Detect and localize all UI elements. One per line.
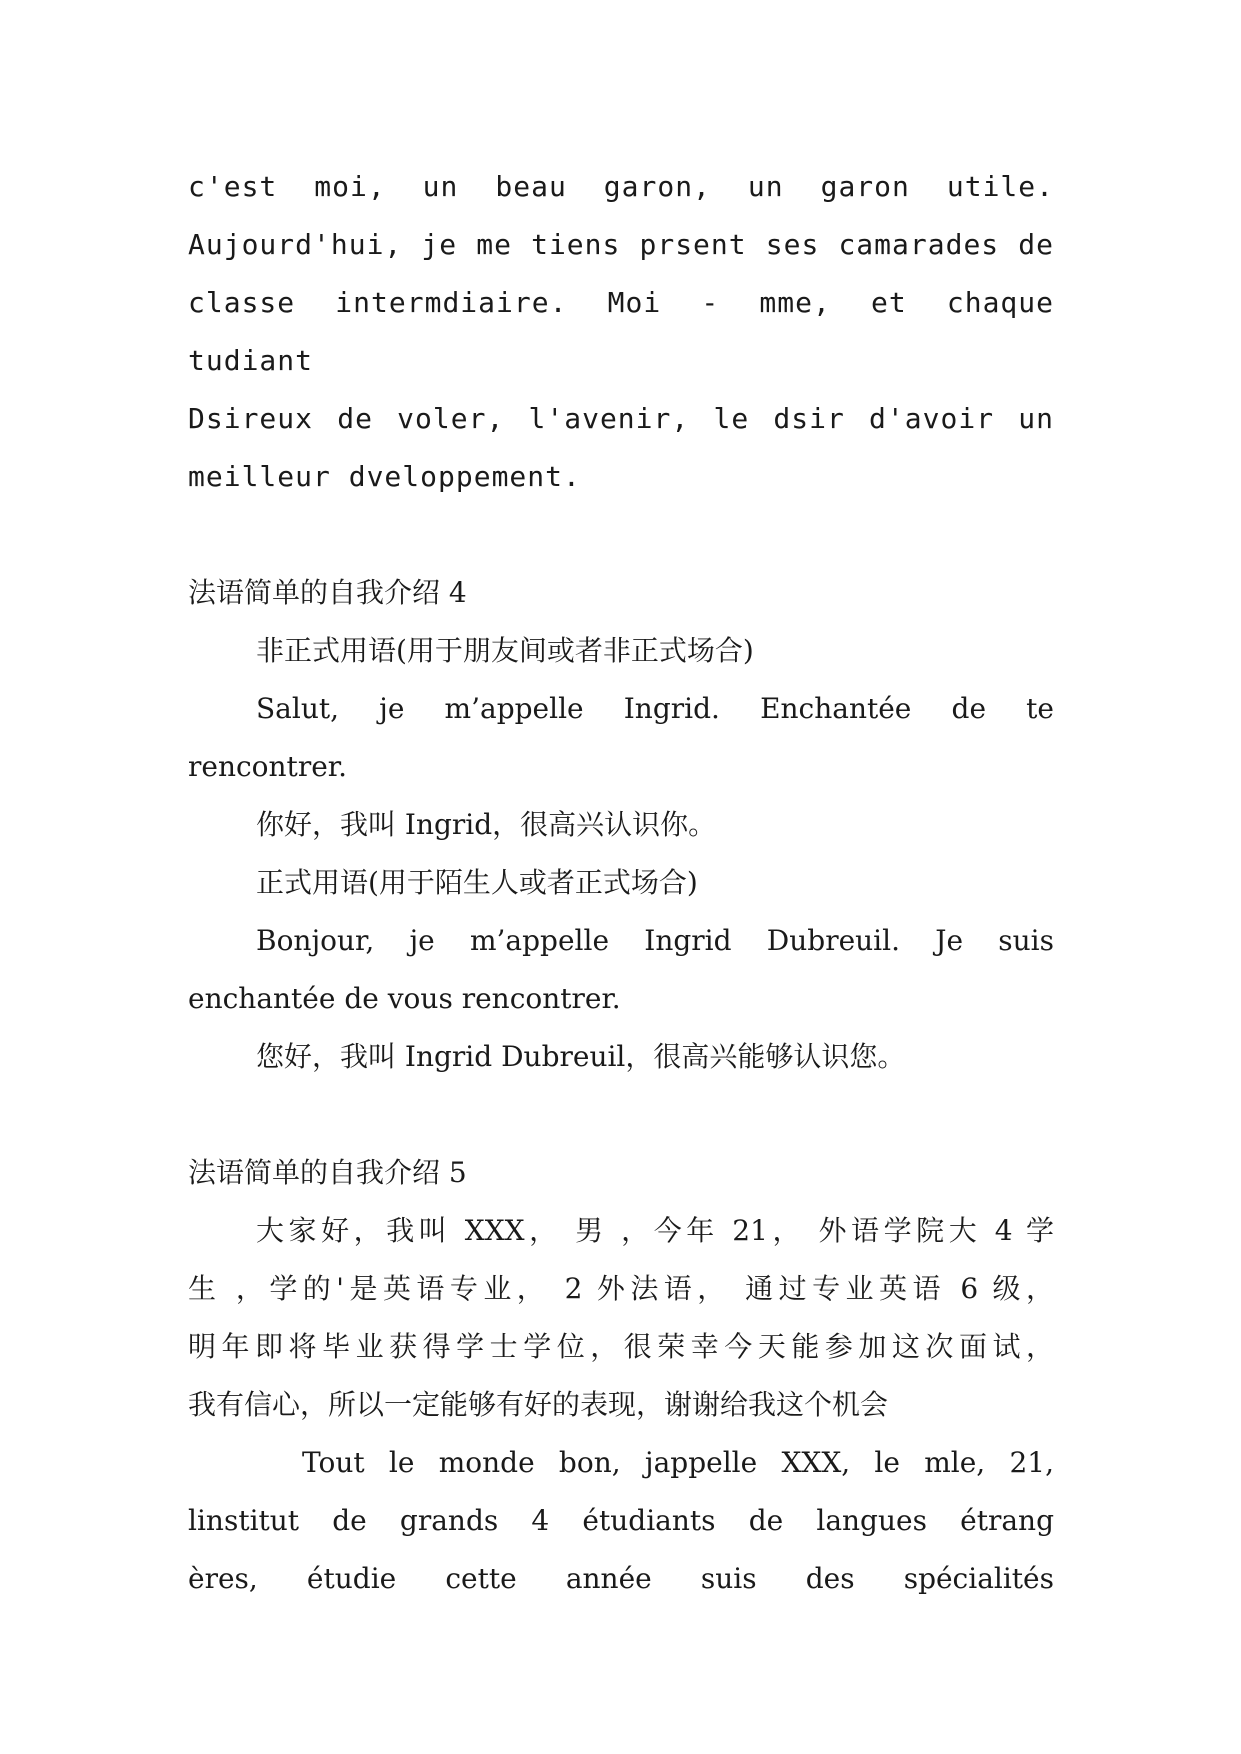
section-4 [188,564,1054,1086]
formal-french-cont: enchantée de vous rencontrer. [188,982,621,1015]
french-line: ères, étudie cette année suis des spécialités [188,1562,1054,1595]
informal-label: 非正式用语(用于朋友间或者非正式场合) [256,634,754,667]
text-line: classe intermdiaire. Moi - mme, et chaque tudiant [188,286,1054,377]
french-line: linstitut de grands 4 étudiants de langues étrang [188,1504,1054,1537]
document-page [188,158,1054,1608]
section-3-tail [188,158,1054,506]
informal-french-cont: rencontrer. [188,750,347,783]
section-heading: 法语简单的自我介绍 4 [188,576,467,609]
informal-french: Salut, je m’appelle Ingrid. Enchantée de te [256,692,1054,725]
section-gap [188,1086,1054,1144]
formal-french: Bonjour, je m’appelle Ingrid Dubreuil. Je suis [256,924,1054,957]
formal-label: 正式用语(用于陌生人或者正式场合) [256,866,698,899]
formal-chinese: 您好，我叫 Ingrid Dubreuil，很高兴能够认识您。 [256,1040,906,1073]
informal-chinese: 你好，我叫 Ingrid，很高兴认识你。 [256,808,717,841]
text-line: Aujourd'hui, je me tiens prsent ses camarades de [188,228,1054,261]
text-line: meilleur dveloppement. [188,460,581,493]
text-line: Dsireux de voler, l'avenir, le dsir d'avoir un [188,402,1054,435]
section-heading: 法语简单的自我介绍 5 [188,1156,467,1189]
chinese-line: 大家好，我叫 XXX， 男 ，今年 21， 外语学院大 4 学 [256,1214,1054,1247]
chinese-line: 生 ，学的'是英语专业， 2 外法语， 通过专业英语 6 级， [188,1272,1054,1305]
text-line: c'est moi, un beau garon, un garon utile. [188,170,1054,203]
chinese-line: 明年即将毕业获得学士学位，很荣幸今天能参加这次面试， [188,1330,1054,1363]
french-line: Tout le monde bon, jappelle XXX, le mle, 21, [302,1446,1054,1479]
chinese-line: 我有信心，所以一定能够有好的表现，谢谢给我这个机会 [188,1388,889,1421]
section-gap [188,506,1054,564]
section-5 [188,1144,1054,1608]
